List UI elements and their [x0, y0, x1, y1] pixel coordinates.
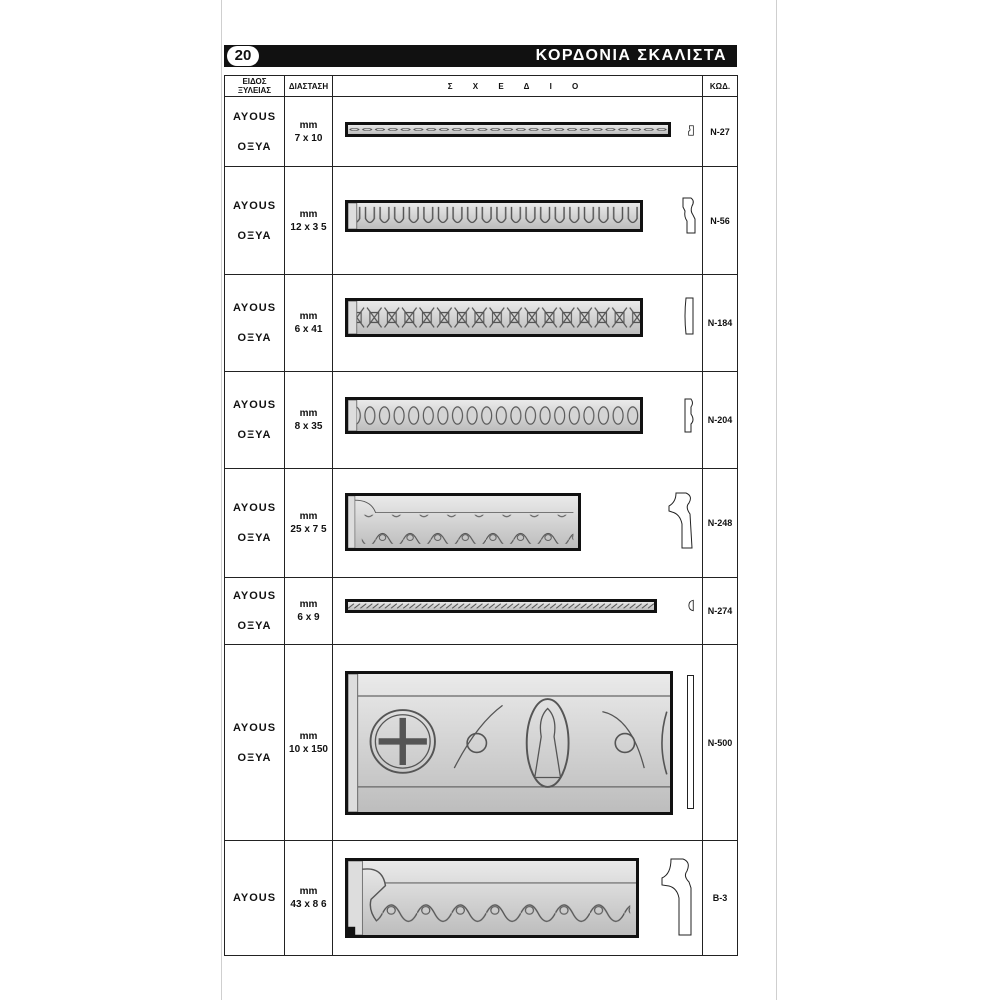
- dimension-unit: mm: [299, 311, 318, 322]
- page-edge-right: [776, 0, 777, 1000]
- dimension-cell: [285, 372, 333, 469]
- table-row: [225, 372, 738, 469]
- dimension-size: 10 x 150: [289, 743, 328, 755]
- molding-image: [345, 858, 639, 938]
- table-row: [225, 841, 738, 956]
- design-cell: [333, 167, 703, 275]
- page-header-bar: [224, 45, 737, 67]
- dimension-unit: mm: [299, 886, 318, 897]
- dimension-size: 8 x 35: [294, 421, 323, 432]
- header-wood-type: ΕΙΔΟΣ ΞΥΛΕΙΑΣ: [225, 76, 285, 97]
- design-cell: [333, 275, 703, 372]
- dimension-cell: [285, 275, 333, 372]
- molding-image: [345, 200, 643, 232]
- wood-type-cell: [225, 645, 285, 841]
- molding-profile-icon: [682, 398, 696, 433]
- product-code: N-27: [703, 97, 738, 167]
- dimension-unit: mm: [299, 208, 318, 220]
- molding-profile-icon: [688, 599, 695, 612]
- product-code: N-56: [703, 167, 738, 275]
- wood-type-ayous: AYOUS: [232, 590, 277, 602]
- molding-profile-icon: [687, 675, 694, 809]
- dimension-cell: [285, 97, 333, 167]
- dimension-unit: mm: [299, 119, 318, 131]
- dimension-unit: mm: [299, 730, 318, 742]
- dimension-cell: [285, 645, 333, 841]
- molding-image: [345, 493, 581, 551]
- wood-type-cell: [225, 372, 285, 469]
- page-edge-left: [221, 0, 222, 1000]
- wood-type-ayous: AYOUS: [232, 502, 277, 514]
- wood-type-ayous: AYOUS: [232, 399, 277, 411]
- wood-type-ayous: AYOUS: [232, 110, 277, 123]
- product-code: N-184: [703, 275, 738, 372]
- dimension-size: 6 x 41: [294, 324, 323, 335]
- molding-image: [345, 397, 643, 434]
- design-cell: [333, 97, 703, 167]
- product-code: B-3: [703, 841, 738, 956]
- wood-type-oxya: ΟΞΥΑ: [237, 332, 272, 344]
- molding-image: [345, 671, 673, 815]
- product-code: N-204: [703, 372, 738, 469]
- molding-image: [345, 122, 671, 137]
- wood-type-cell: [225, 167, 285, 275]
- page-number: 20: [227, 46, 259, 66]
- design-cell: [333, 372, 703, 469]
- table-row: [225, 469, 738, 578]
- wood-type-oxya: ΟΞΥΑ: [237, 532, 272, 544]
- wood-type-oxya: ΟΞΥΑ: [237, 751, 272, 764]
- header-design: Σ Χ Ε Δ Ι Ο: [333, 76, 703, 97]
- table-header-row: [225, 76, 738, 97]
- wood-type-oxya: ΟΞΥΑ: [237, 429, 272, 441]
- wood-type-oxya: ΟΞΥΑ: [237, 620, 272, 632]
- table-row: [225, 578, 738, 645]
- wood-type-ayous: AYOUS: [232, 721, 277, 734]
- dimension-cell: [285, 841, 333, 956]
- design-cell: [333, 578, 703, 645]
- dimension-size: 12 x 3 5: [290, 221, 327, 233]
- product-code: N-274: [703, 578, 738, 645]
- design-cell: [333, 645, 703, 841]
- dimension-unit: mm: [299, 408, 318, 419]
- design-cell: [333, 469, 703, 578]
- product-code: N-248: [703, 469, 738, 578]
- wood-type-cell: [225, 275, 285, 372]
- wood-type-oxya: ΟΞΥΑ: [237, 229, 272, 242]
- header-dimension: ΔΙΑΣΤΑΣΗ: [285, 76, 333, 97]
- molding-profile-icon: [687, 123, 695, 134]
- molding-profile-icon: [683, 297, 695, 335]
- table-row: [225, 167, 738, 275]
- dimension-cell: [285, 469, 333, 578]
- table-row: [225, 645, 738, 841]
- wood-type-cell: [225, 97, 285, 167]
- product-code: N-500: [703, 645, 738, 841]
- wood-type-ayous: AYOUS: [232, 199, 277, 212]
- page-title: ΚΟΡΔΟΝΙΑ ΣΚΑΛΙΣΤΑ: [535, 47, 727, 64]
- dimension-cell: [285, 167, 333, 275]
- wood-type-oxya: ΟΞΥΑ: [237, 140, 272, 153]
- wood-type-cell: [225, 841, 285, 956]
- dimension-cell: [285, 578, 333, 645]
- table-row: [225, 275, 738, 372]
- table-row: [225, 97, 738, 167]
- wood-type-ayous: AYOUS: [232, 892, 277, 904]
- molding-image: [345, 599, 657, 613]
- molding-profile-icon: [668, 492, 698, 549]
- dimension-unit: mm: [299, 599, 318, 610]
- dimension-size: 6 x 9: [297, 612, 320, 623]
- design-cell: [333, 841, 703, 956]
- molding-image: [345, 298, 643, 337]
- molding-profile-icon: [681, 197, 697, 234]
- header-code: ΚΩΔ.: [703, 76, 738, 97]
- wood-type-ayous: AYOUS: [232, 302, 277, 314]
- dimension-size: 25 x 7 5: [290, 524, 327, 535]
- molding-profile-icon: [661, 858, 697, 936]
- catalog-table: [224, 75, 738, 956]
- dimension-unit: mm: [299, 511, 318, 522]
- wood-type-cell: [225, 469, 285, 578]
- dimension-size: 7 x 10: [294, 132, 323, 144]
- wood-type-cell: [225, 578, 285, 645]
- dimension-size: 43 x 8 6: [290, 899, 327, 910]
